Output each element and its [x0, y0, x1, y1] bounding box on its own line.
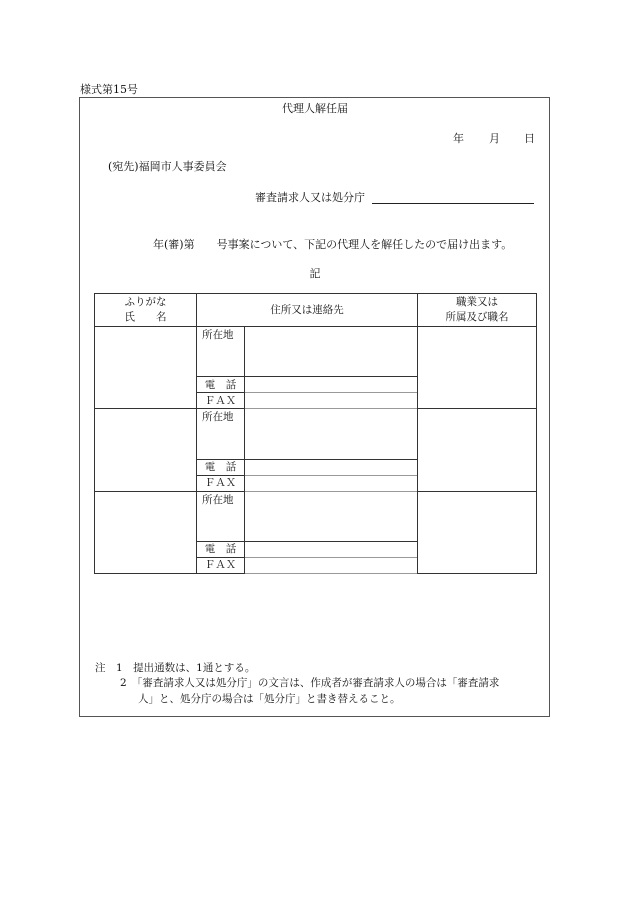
phone-label: 電 話	[197, 459, 245, 475]
address-value[interactable]	[245, 491, 418, 541]
form-number: 様式第15号	[80, 83, 138, 96]
job-cell[interactable]	[418, 327, 537, 409]
reviewer-label: 審査請求人又は処分庁	[255, 191, 365, 204]
date-month-label: 月	[489, 132, 500, 145]
header-name-furigana: ふりがな	[124, 296, 167, 309]
fax-label: ＦＡＸ	[197, 393, 245, 409]
job-cell[interactable]	[418, 491, 537, 573]
table-row	[95, 409, 537, 459]
header-name	[95, 294, 197, 327]
date-year-label: 年	[453, 132, 464, 145]
name-cell[interactable]	[95, 409, 197, 491]
address-label: 所在地	[197, 327, 245, 377]
table-header-row	[95, 294, 537, 327]
note-1: 注 1 提出通数は、1通とする。	[95, 662, 256, 674]
address-label: 所在地	[197, 491, 245, 541]
date-day-label: 日	[524, 132, 535, 145]
reviewer-signature-line[interactable]	[372, 203, 534, 204]
header-contact: 住所又は連絡先	[197, 294, 418, 327]
fax-value[interactable]	[245, 393, 418, 409]
phone-label: 電 話	[197, 377, 245, 393]
name-cell[interactable]	[95, 491, 197, 573]
header-job-line2: 所属及び職名	[445, 311, 509, 324]
header-job-line1: 職業又は	[456, 296, 498, 309]
note-2-continuation: 人」と、処分庁の場合は「処分庁」と書き替えること。	[138, 693, 401, 705]
phone-value[interactable]	[245, 541, 418, 557]
table-row	[95, 327, 537, 377]
fax-value[interactable]	[245, 475, 418, 491]
header-job	[418, 294, 537, 327]
fax-value[interactable]	[245, 557, 418, 573]
statement: 年(審)第 号事案について、下記の代理人を解任したので届け出ます。	[153, 238, 513, 251]
phone-value[interactable]	[245, 377, 418, 393]
addressee: (宛先)福岡市人事委員会	[108, 160, 227, 173]
fax-label: ＦＡＸ	[197, 557, 245, 573]
fax-label: ＦＡＸ	[197, 475, 245, 491]
ki-heading: 記	[309, 267, 321, 280]
form-title: 代理人解任届	[282, 102, 348, 115]
table-row	[95, 491, 537, 541]
phone-label: 電 話	[197, 541, 245, 557]
address-label: 所在地	[197, 409, 245, 459]
address-value[interactable]	[245, 327, 418, 377]
agents-table	[94, 293, 537, 574]
job-cell[interactable]	[418, 409, 537, 491]
phone-value[interactable]	[245, 459, 418, 475]
header-name-shimei: 氏 名	[124, 311, 167, 324]
note-2: 2 「審査請求人又は処分庁」の文言は、作成者が審査請求人の場合は「審査請求	[120, 677, 500, 689]
address-value[interactable]	[245, 409, 418, 459]
name-cell[interactable]	[95, 327, 197, 409]
